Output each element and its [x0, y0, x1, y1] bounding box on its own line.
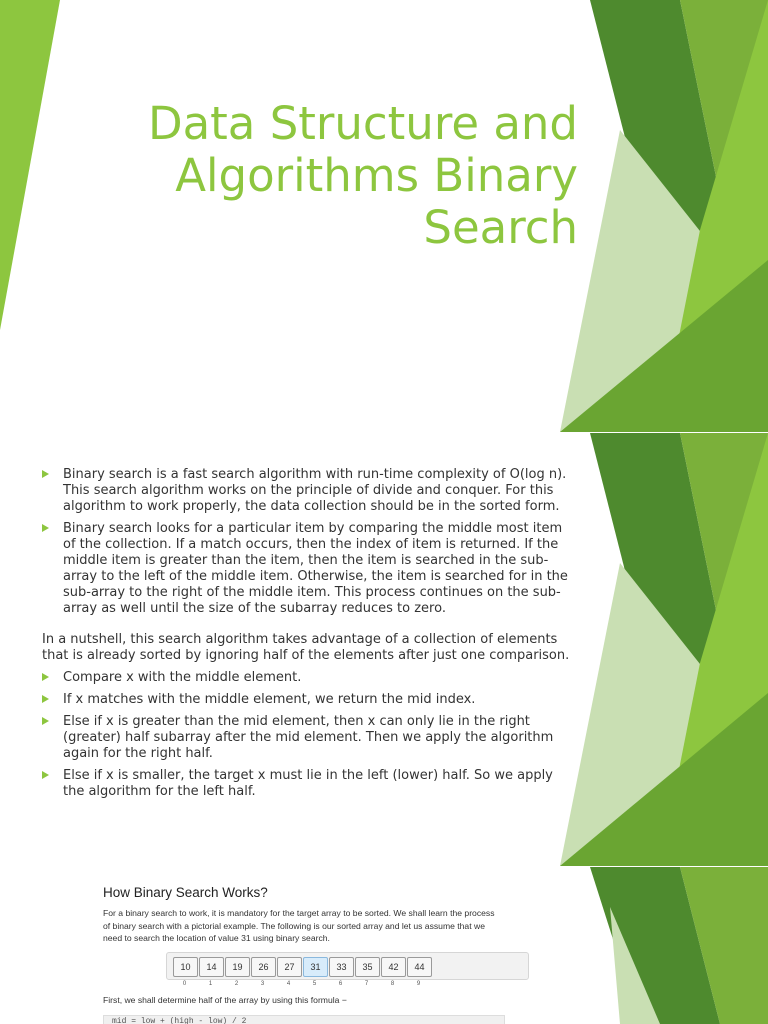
- bullet-text: Compare x with the middle element.: [63, 670, 302, 685]
- array-cell: 42: [381, 957, 406, 977]
- array-cell: 19: [225, 957, 250, 977]
- array-cell: 10: [173, 957, 198, 977]
- embedded-tutorial-screenshot: [97, 867, 497, 1024]
- bullet-item: [42, 768, 576, 800]
- array-index-label: 0: [182, 981, 187, 987]
- slide-title: [0, 0, 768, 432]
- bullet-arrow-icon: [42, 673, 49, 681]
- sorted-array: [166, 952, 529, 980]
- bullet-text: Else if x is greater than the mid element, then x can only lie in the right (greater) half subarray after the mid element. Then we apply the algorithm again for the right half.: [63, 714, 554, 761]
- array-index-label: 7: [364, 981, 369, 987]
- bullet-item: [42, 467, 576, 515]
- bullet-item: [42, 521, 576, 617]
- nutshell-paragraph: In a nutshell, this search algorithm takes advantage of a collection of elements that is already sorted by ignoring half of the elements after just one comparison.: [42, 632, 570, 663]
- formula-intro: First, we shall determine half of the array by using this formula −: [103, 995, 347, 1005]
- array-cell: 14: [199, 957, 224, 977]
- bullet-item: [42, 670, 576, 686]
- array-index-label: 6: [338, 981, 343, 987]
- slide-content: [0, 433, 768, 866]
- array-index-label: 5: [312, 981, 317, 987]
- slide-title-text: Data Structure and Algorithms Binary Search: [147, 97, 578, 254]
- slide-body: [42, 467, 576, 806]
- bullet-arrow-icon: [42, 717, 49, 725]
- array-index-label: 1: [208, 981, 213, 987]
- bullet-text: Binary search is a fast search algorithm with run-time complexity of O(log n). This search algorithm works on the principle of divide and conquer. For this algorithm to work properly, the data collection should be in the sorted form.: [63, 467, 567, 514]
- array-cell: 33: [329, 957, 354, 977]
- array-cell: 44: [407, 957, 432, 977]
- bullet-item: [42, 714, 576, 762]
- array-index-label: 3: [260, 981, 265, 987]
- bullet-text: If x matches with the middle element, we return the mid index.: [63, 692, 476, 707]
- intro-paragraph: For a binary search to work, it is mandatory for the target array to be sorted. We shall learn the process of binary search with a pictorial example. The following is our sorted array and let us assume that we need to search the location of value 31 using binary search.: [103, 908, 495, 943]
- array-index-label: 8: [390, 981, 395, 987]
- array-index-label: 9: [416, 981, 421, 987]
- array-cell: 27: [277, 957, 302, 977]
- array-cell: 26: [251, 957, 276, 977]
- array-index-label: 4: [286, 981, 291, 987]
- formula-code: mid = low + (high - low) / 2: [103, 1015, 505, 1024]
- array-cell: 35: [355, 957, 380, 977]
- slide-screenshot: [0, 867, 768, 1024]
- bullet-arrow-icon: [42, 695, 49, 703]
- bullet-item: [42, 692, 576, 708]
- section-heading: How Binary Search Works?: [103, 885, 268, 900]
- bullet-arrow-icon: [42, 470, 49, 478]
- bullet-arrow-icon: [42, 524, 49, 532]
- array-index-label: 2: [234, 981, 239, 987]
- bullet-arrow-icon: [42, 771, 49, 779]
- bullet-text: Else if x is smaller, the target x must lie in the left (lower) half. So we apply the algorithm for the left half.: [63, 768, 553, 799]
- bullet-text: Binary search looks for a particular item by comparing the middle most item of the collection. If a match occurs, then the index of item is returned. If the middle item is greater than the item, then the item is searched in the sub-array to the left of the middle item. Otherwise, the item is searched for in the sub-array to the right of the middle item. This process continues on the sub-array as well until the size of the subarray reduces to zero.: [63, 521, 568, 616]
- array-cell: 31: [303, 957, 328, 977]
